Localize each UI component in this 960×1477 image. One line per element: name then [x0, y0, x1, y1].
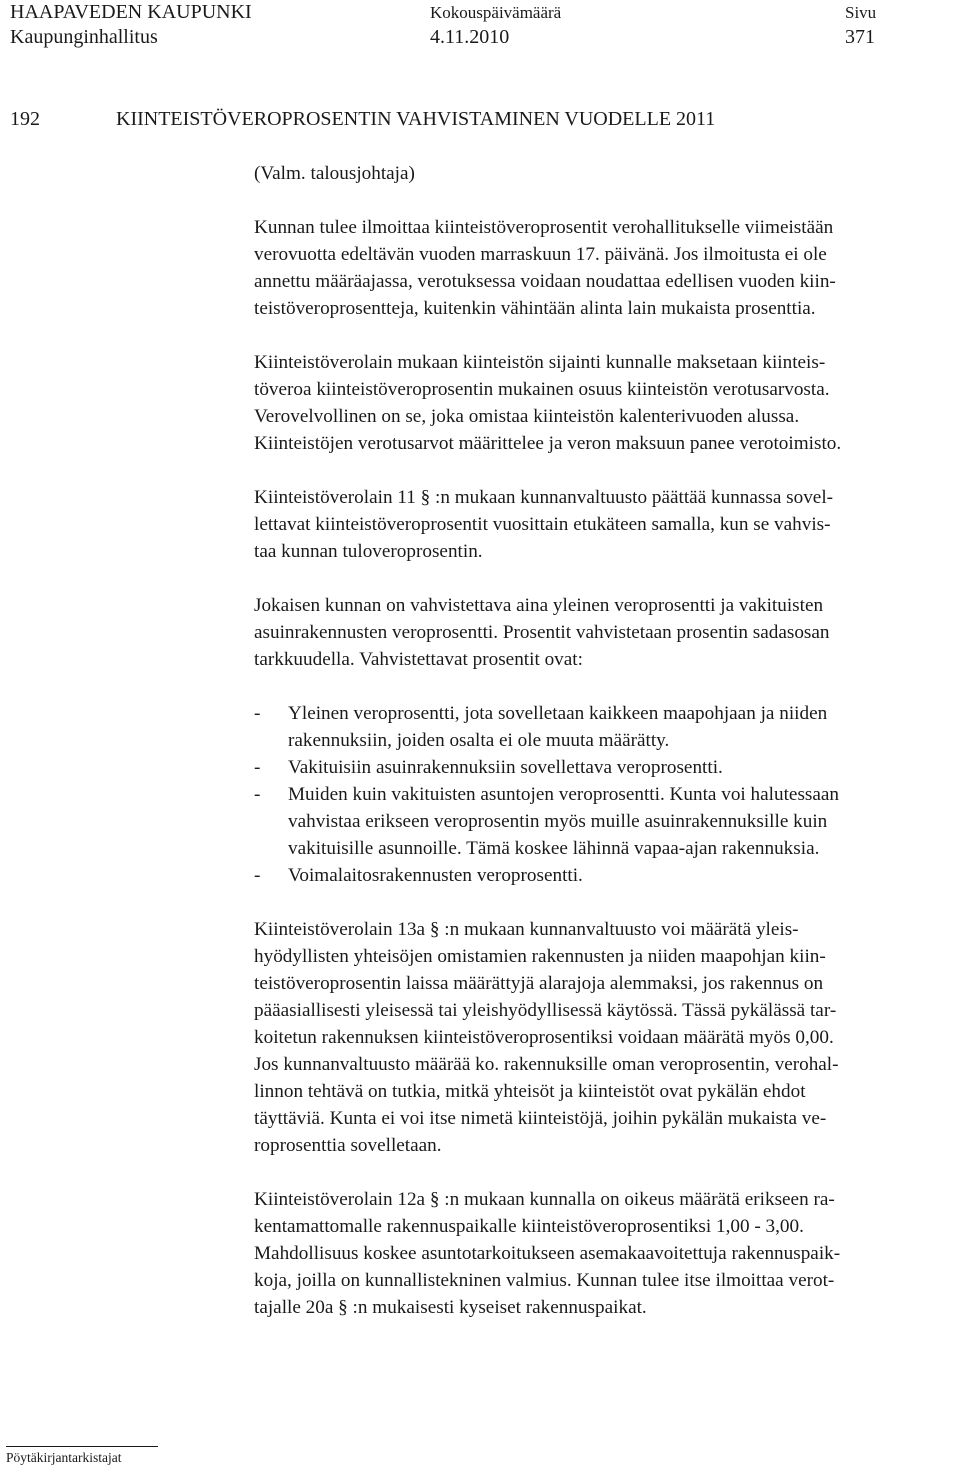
- list-dash: -: [254, 865, 261, 886]
- preparer-note: (Valm. talousjohtaja): [254, 163, 415, 184]
- text-line: Muiden kuin vakituisten asuntojen veroprosentti. Kunta voi halutessaan: [288, 784, 840, 805]
- text-line: tarkkuudella. Vahvistettavat prosentit ovat:: [254, 649, 583, 670]
- text-line: Kunnan tulee ilmoittaa kiinteistöveroprosentit verohallitukselle viimeistään: [254, 217, 834, 238]
- text-line: pääasiallisesti yleisessä tai yleishyödyllisessä käytössä. Tässä pykälässä tar-: [254, 1000, 837, 1021]
- paragraph-4: [254, 592, 954, 673]
- text-line: koja, joilla on kunnallistekninen valmius. Kunnan tulee itse ilmoittaa verot-: [254, 1270, 835, 1291]
- text-line: rakennuksiin, joiden osalta ei ole muuta määrätty.: [288, 730, 670, 751]
- header-row-1: [10, 0, 950, 25]
- list-item: [254, 862, 954, 889]
- governing-body: Kaupunginhallitus: [10, 26, 158, 48]
- section-number: 192: [10, 108, 40, 130]
- page-number: 371: [845, 26, 875, 48]
- tax-rate-list: [254, 700, 954, 889]
- list-dash: -: [254, 784, 261, 805]
- text-line: annettu määräajassa, verotuksessa voidaan noudattaa edellisen vuoden kiin-: [254, 271, 836, 292]
- text-line: lettavat kiinteistöveroprosentit vuosittain etukäteen samalla, kun se vahvis-: [254, 514, 831, 535]
- list-dash: -: [254, 757, 261, 778]
- page-label: Sivu: [845, 3, 877, 22]
- paragraph-2: [254, 349, 954, 457]
- text-line: teistöveroprosentteja, kuitenkin vähintään alinta lain mukaista prosenttia.: [254, 298, 816, 319]
- text-line: hyödyllisten yhteisöjen omistamien rakennusten ja niiden maapohjan kiin-: [254, 946, 826, 967]
- text-line: verovuotta edeltävän vuoden marraskuun 17. päivänä. Jos ilmoitusta ei ole: [254, 244, 827, 265]
- text-line: teistöveroprosentin laissa määrättyjä alarajoja alemmaksi, jos rakennus on: [254, 973, 824, 994]
- text-line: koitetun rakennuksen kiinteistöveroprosentiksi voidaan määrätä myös 0,00.: [254, 1027, 834, 1048]
- meeting-date-label: Kokouspäivämäärä: [430, 3, 562, 22]
- text-line: tajalle 20a § :n mukaisesti kyseiset rakennuspaikat.: [254, 1297, 647, 1318]
- paragraph-1: [254, 214, 954, 322]
- section-title: KIINTEISTÖVEROPROSENTIN VAHVISTAMINEN VUODELLE 2011: [116, 108, 716, 130]
- text-line: Kiinteistöverolain mukaan kiinteistön sijainti kunnalle maksetaan kiinteis-: [254, 352, 826, 373]
- signature-line: [6, 1446, 158, 1447]
- page-footer: [6, 1446, 158, 1467]
- list-item: [254, 700, 954, 754]
- text-line: roprosenttia sovelletaan.: [254, 1135, 442, 1156]
- text-line: Kiinteistöverolain 13a § :n mukaan kunnanvaltuusto voi määrätä yleis-: [254, 919, 799, 940]
- paragraph-5: [254, 916, 954, 1159]
- text-line: Kiinteistöverolain 11 § :n mukaan kunnanvaltuusto päättää kunnassa sovel-: [254, 487, 834, 508]
- text-line: Yleinen veroprosentti, jota sovelletaan kaikkeen maapohjaan ja niiden: [288, 703, 828, 724]
- text-line: töveroa kiinteistöveroprosentin mukainen osuus kiinteistön verotusarvosta.: [254, 379, 830, 400]
- minutes-checkers-label: Pöytäkirjantarkistajat: [6, 1450, 122, 1465]
- text-line: vahvistaa erikseen veroprosentin myös muille asuinrakennuksille kuin: [288, 811, 828, 832]
- meeting-date: 4.11.2010: [430, 26, 510, 48]
- text-line: taa kunnan tuloveroprosentin.: [254, 541, 483, 562]
- text-line: Verovelvollinen on se, joka omistaa kiinteistön kalenterivuoden alussa.: [254, 406, 800, 427]
- document-body: [254, 160, 954, 1321]
- text-line: linnon tehtävä on tutkia, mitkä yhteisöt ja kiinteistöt ovat pykälän ehdot: [254, 1081, 806, 1102]
- header-row-2: [10, 25, 950, 50]
- text-line: Jos kunnanvaltuusto määrää ko. rakennuksille oman veroprosentin, verohal-: [254, 1054, 839, 1075]
- section-heading: [10, 106, 950, 133]
- text-line: Kiinteistöjen verotusarvot määrittelee ja veron maksuun panee verotoimisto.: [254, 433, 842, 454]
- list-dash: -: [254, 703, 261, 724]
- text-line: Vakituisiin asuinrakennuksiin sovellettava veroprosentti.: [288, 757, 723, 778]
- paragraph-6: [254, 1186, 954, 1321]
- text-line: kentamattomalle rakennuspaikalle kiinteistöveroprosentiksi 1,00 - 3,00.: [254, 1216, 804, 1237]
- text-line: vakituisille asunnoille. Tämä koskee lähinnä vapaa-ajan rakennuksia.: [288, 838, 820, 859]
- text-line: asuinrakennusten veroprosentti. Prosentit vahvistetaan prosentin sadasosan: [254, 622, 830, 643]
- list-item: [254, 781, 954, 862]
- list-item: [254, 754, 954, 781]
- text-line: Kiinteistöverolain 12a § :n mukaan kunnalla on oikeus määrätä erikseen ra-: [254, 1189, 835, 1210]
- text-line: Voimalaitosrakennusten veroprosentti.: [288, 865, 583, 886]
- organization-name: HAAPAVEDEN KAUPUNKI: [10, 1, 252, 23]
- paragraph-3: [254, 484, 954, 565]
- page-header: [10, 0, 950, 50]
- text-line: Mahdollisuus koskee asuntotarkoitukseen asemakaavoitettuja rakennuspaik-: [254, 1243, 841, 1264]
- text-line: täyttäviä. Kunta ei voi itse nimetä kiinteistöjä, joihin pykälän mukaista ve-: [254, 1108, 827, 1129]
- text-line: Jokaisen kunnan on vahvistettava aina yleinen veroprosentti ja vakituisten: [254, 595, 824, 616]
